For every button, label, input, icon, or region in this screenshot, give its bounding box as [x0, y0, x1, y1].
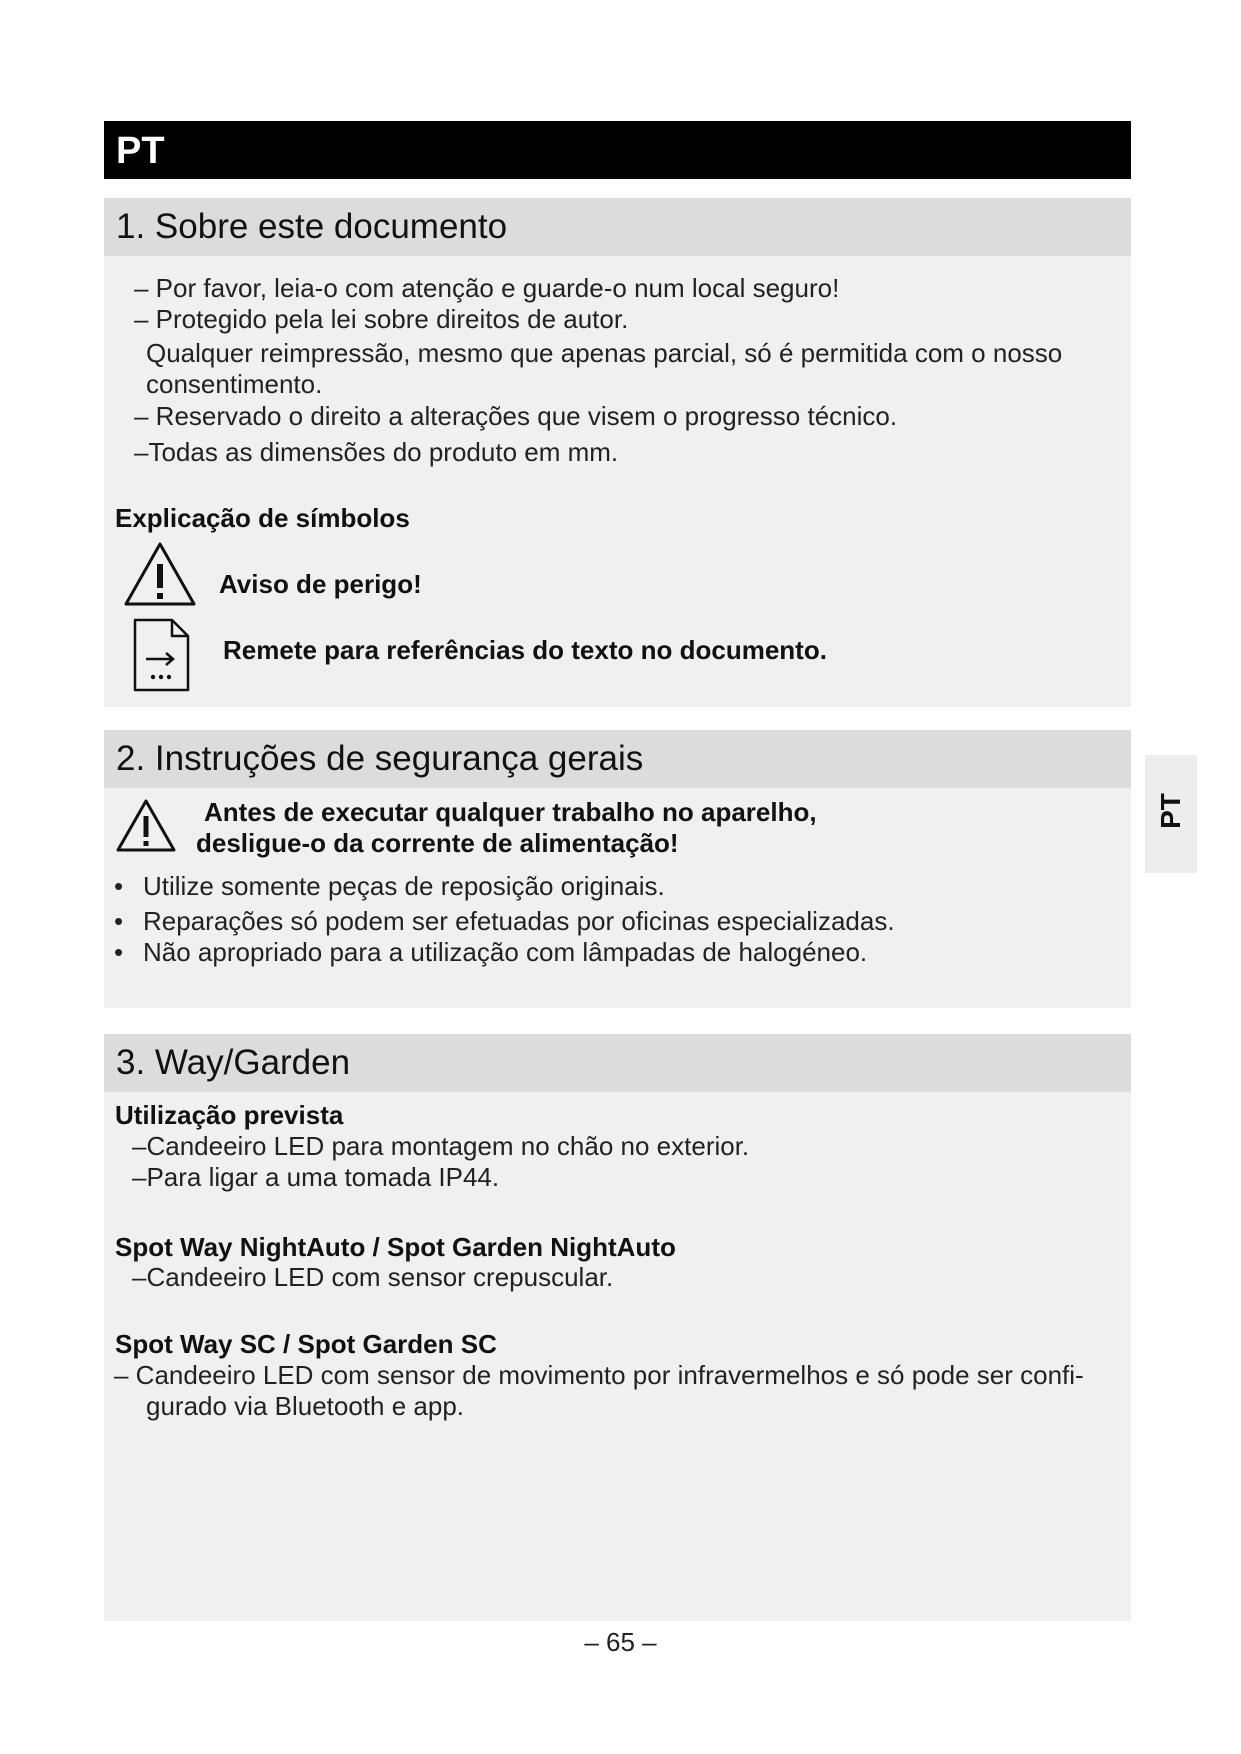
section-header [104, 198, 1131, 256]
side-language-tab [1145, 755, 1197, 873]
list-item: Não apropriado para a utilização com lâmpadas de halogéneo. [143, 937, 868, 967]
warning-triangle-icon [114, 797, 178, 855]
list-item: Utilize somente peças de reposição originais. [143, 871, 665, 901]
page-number: – 65 – [584, 1627, 657, 1657]
bullet-marker: • [114, 937, 124, 967]
section-header [104, 1034, 1131, 1092]
language-header-bar [104, 121, 1131, 179]
list-item: gurado via Bluetooth e app. [146, 1391, 465, 1421]
safety-warning-line: Antes de executar qualquer trabalho no aparelho, [204, 797, 817, 827]
list-item: –Candeeiro LED com sensor crepuscular. [132, 1262, 614, 1292]
subheading: Spot Way SC / Spot Garden SC [115, 1329, 497, 1359]
symbols-heading: Explicação de símbolos [115, 503, 410, 533]
subheading: Spot Way NightAuto / Spot Garden NightAuto [115, 1232, 676, 1262]
list-item: –Todas as dimensões do produto em mm. [134, 437, 619, 467]
section-header [104, 730, 1131, 788]
symbol-reference-label: Remete para referências do texto no documento. [223, 635, 827, 665]
list-item: Qualquer reimpressão, mesmo que apenas parcial, só é permitida com o nosso [146, 338, 1063, 368]
list-item: Reparações só podem ser efetuadas por oficinas especializadas. [143, 906, 895, 936]
list-item: – Protegido pela lei sobre direitos de autor. [134, 304, 629, 334]
section-title: 2. Instruções de segurança gerais [116, 739, 644, 778]
list-item: – Reservado o direito a alterações que visem o progresso técnico. [134, 401, 898, 431]
list-item: – Por favor, leia-o com atenção e guarde-o num local seguro! [134, 273, 840, 303]
document-reference-icon [132, 617, 192, 693]
list-item: consentimento. [146, 369, 323, 399]
subheading: Utilização prevista [115, 1100, 344, 1130]
bullet-marker: • [114, 871, 124, 901]
symbol-warning-label: Aviso de perigo! [219, 569, 422, 599]
language-label: PT [116, 130, 165, 172]
warning-triangle-icon [122, 540, 198, 610]
list-item: –Para ligar a uma tomada IP44. [132, 1162, 500, 1192]
list-item: – Candeeiro LED com sensor de movimento por infravermelhos e só pode ser confi- [114, 1360, 1084, 1390]
section-title: 3. Way/Garden [116, 1043, 351, 1082]
section-title: 1. Sobre este documento [116, 207, 508, 246]
safety-warning-line: desligue-o da corrente de alimentação! [196, 828, 679, 858]
list-item: –Candeeiro LED para montagem no chão no exterior. [132, 1131, 750, 1161]
bullet-marker: • [114, 906, 124, 936]
side-language-label: PT [1155, 793, 1186, 829]
